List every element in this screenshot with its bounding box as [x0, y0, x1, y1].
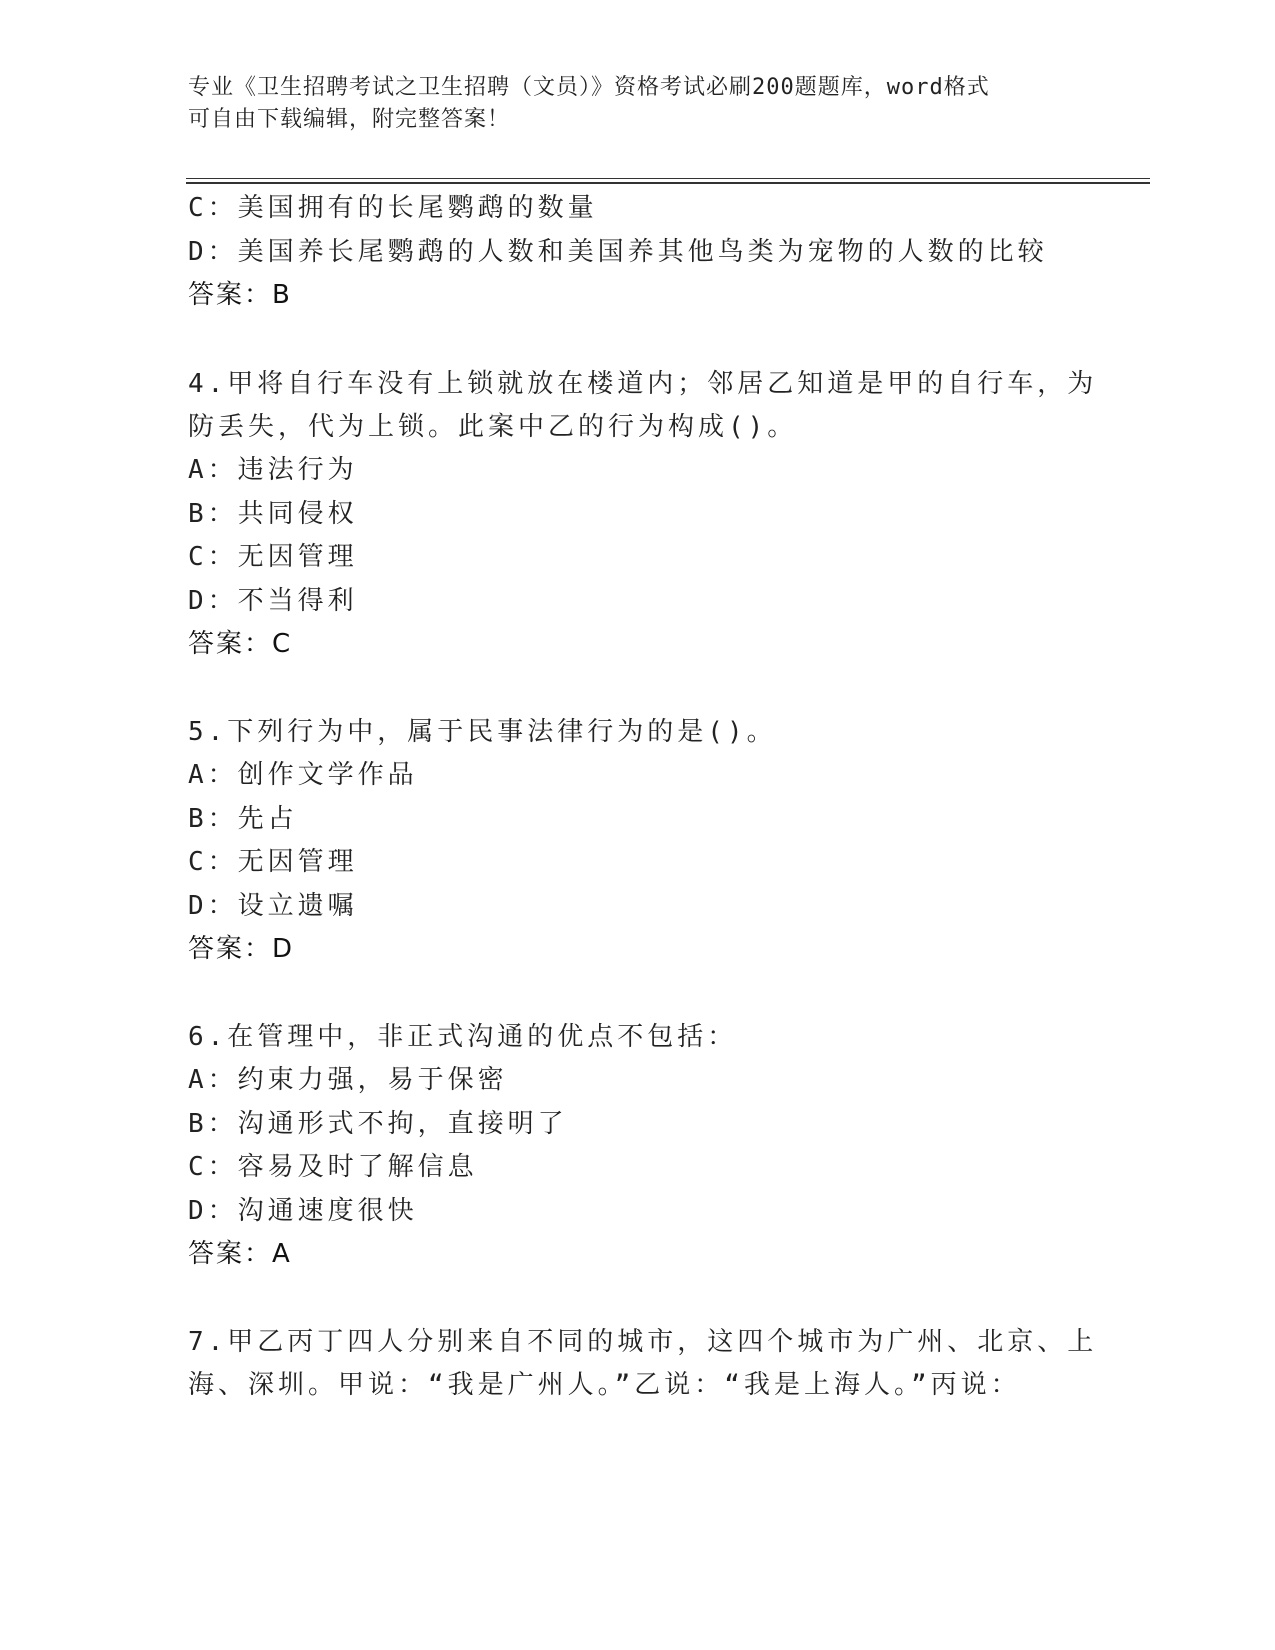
- q4-answer: 答案：C: [188, 629, 293, 659]
- q7-stem-line-2: 海、深圳。甲说：“我是广州人。”乙说：“我是上海人。”丙说：: [188, 1370, 1021, 1400]
- q3-answer: 答案：B: [188, 280, 292, 310]
- q5-option-a: A：创作文学作品: [188, 760, 418, 790]
- q6-stem-line-1: 6.在管理中，非正式沟通的优点不包括：: [188, 1022, 738, 1052]
- q4-option-d: D：不当得利: [188, 586, 358, 616]
- q5-option-d: D：设立遗嘱: [188, 891, 358, 921]
- document-header: [188, 72, 1068, 136]
- q4-stem-line-2: 防丢失，代为上锁。此案中乙的行为构成()。: [188, 412, 798, 442]
- q3-option-c: C：美国拥有的长尾鹦鹉的数量: [188, 193, 598, 223]
- q4-stem-line-1: 4.甲将自行车没有上锁就放在楼道内；邻居乙知道是甲的自行车，为: [188, 369, 1098, 399]
- q5-option-c: C：无因管理: [188, 847, 358, 877]
- q4-option-b: B：共同侵权: [188, 499, 358, 529]
- header-line-1: 专业《卫生招聘考试之卫生招聘（文员）》资格考试必刷200题题库，word格式: [188, 75, 990, 100]
- q4-option-c: C：无因管理: [188, 542, 358, 572]
- header-divider: [186, 178, 1150, 184]
- header-line-2: 可自由下载编辑，附完整答案！: [188, 107, 511, 132]
- q5-stem-line-1: 5.下列行为中，属于民事法律行为的是()。: [188, 717, 777, 747]
- q6-option-a: A：约束力强，易于保密: [188, 1065, 508, 1095]
- q6-option-b: B：沟通形式不拘，直接明了: [188, 1109, 568, 1139]
- q6-answer: 答案：A: [188, 1239, 292, 1269]
- q5-option-b: B：先占: [188, 804, 298, 834]
- q5-answer: 答案：D: [188, 934, 295, 964]
- q7-stem-line-1: 7.甲乙丙丁四人分别来自不同的城市，这四个城市为广州、北京、上: [188, 1327, 1098, 1357]
- q4-option-a: A：违法行为: [188, 455, 358, 485]
- q6-option-d: D：沟通速度很快: [188, 1196, 418, 1226]
- q3-option-d: D：美国养长尾鹦鹉的人数和美国养其他鸟类为宠物的人数的比较: [188, 237, 1048, 267]
- q6-option-c: C：容易及时了解信息: [188, 1152, 478, 1182]
